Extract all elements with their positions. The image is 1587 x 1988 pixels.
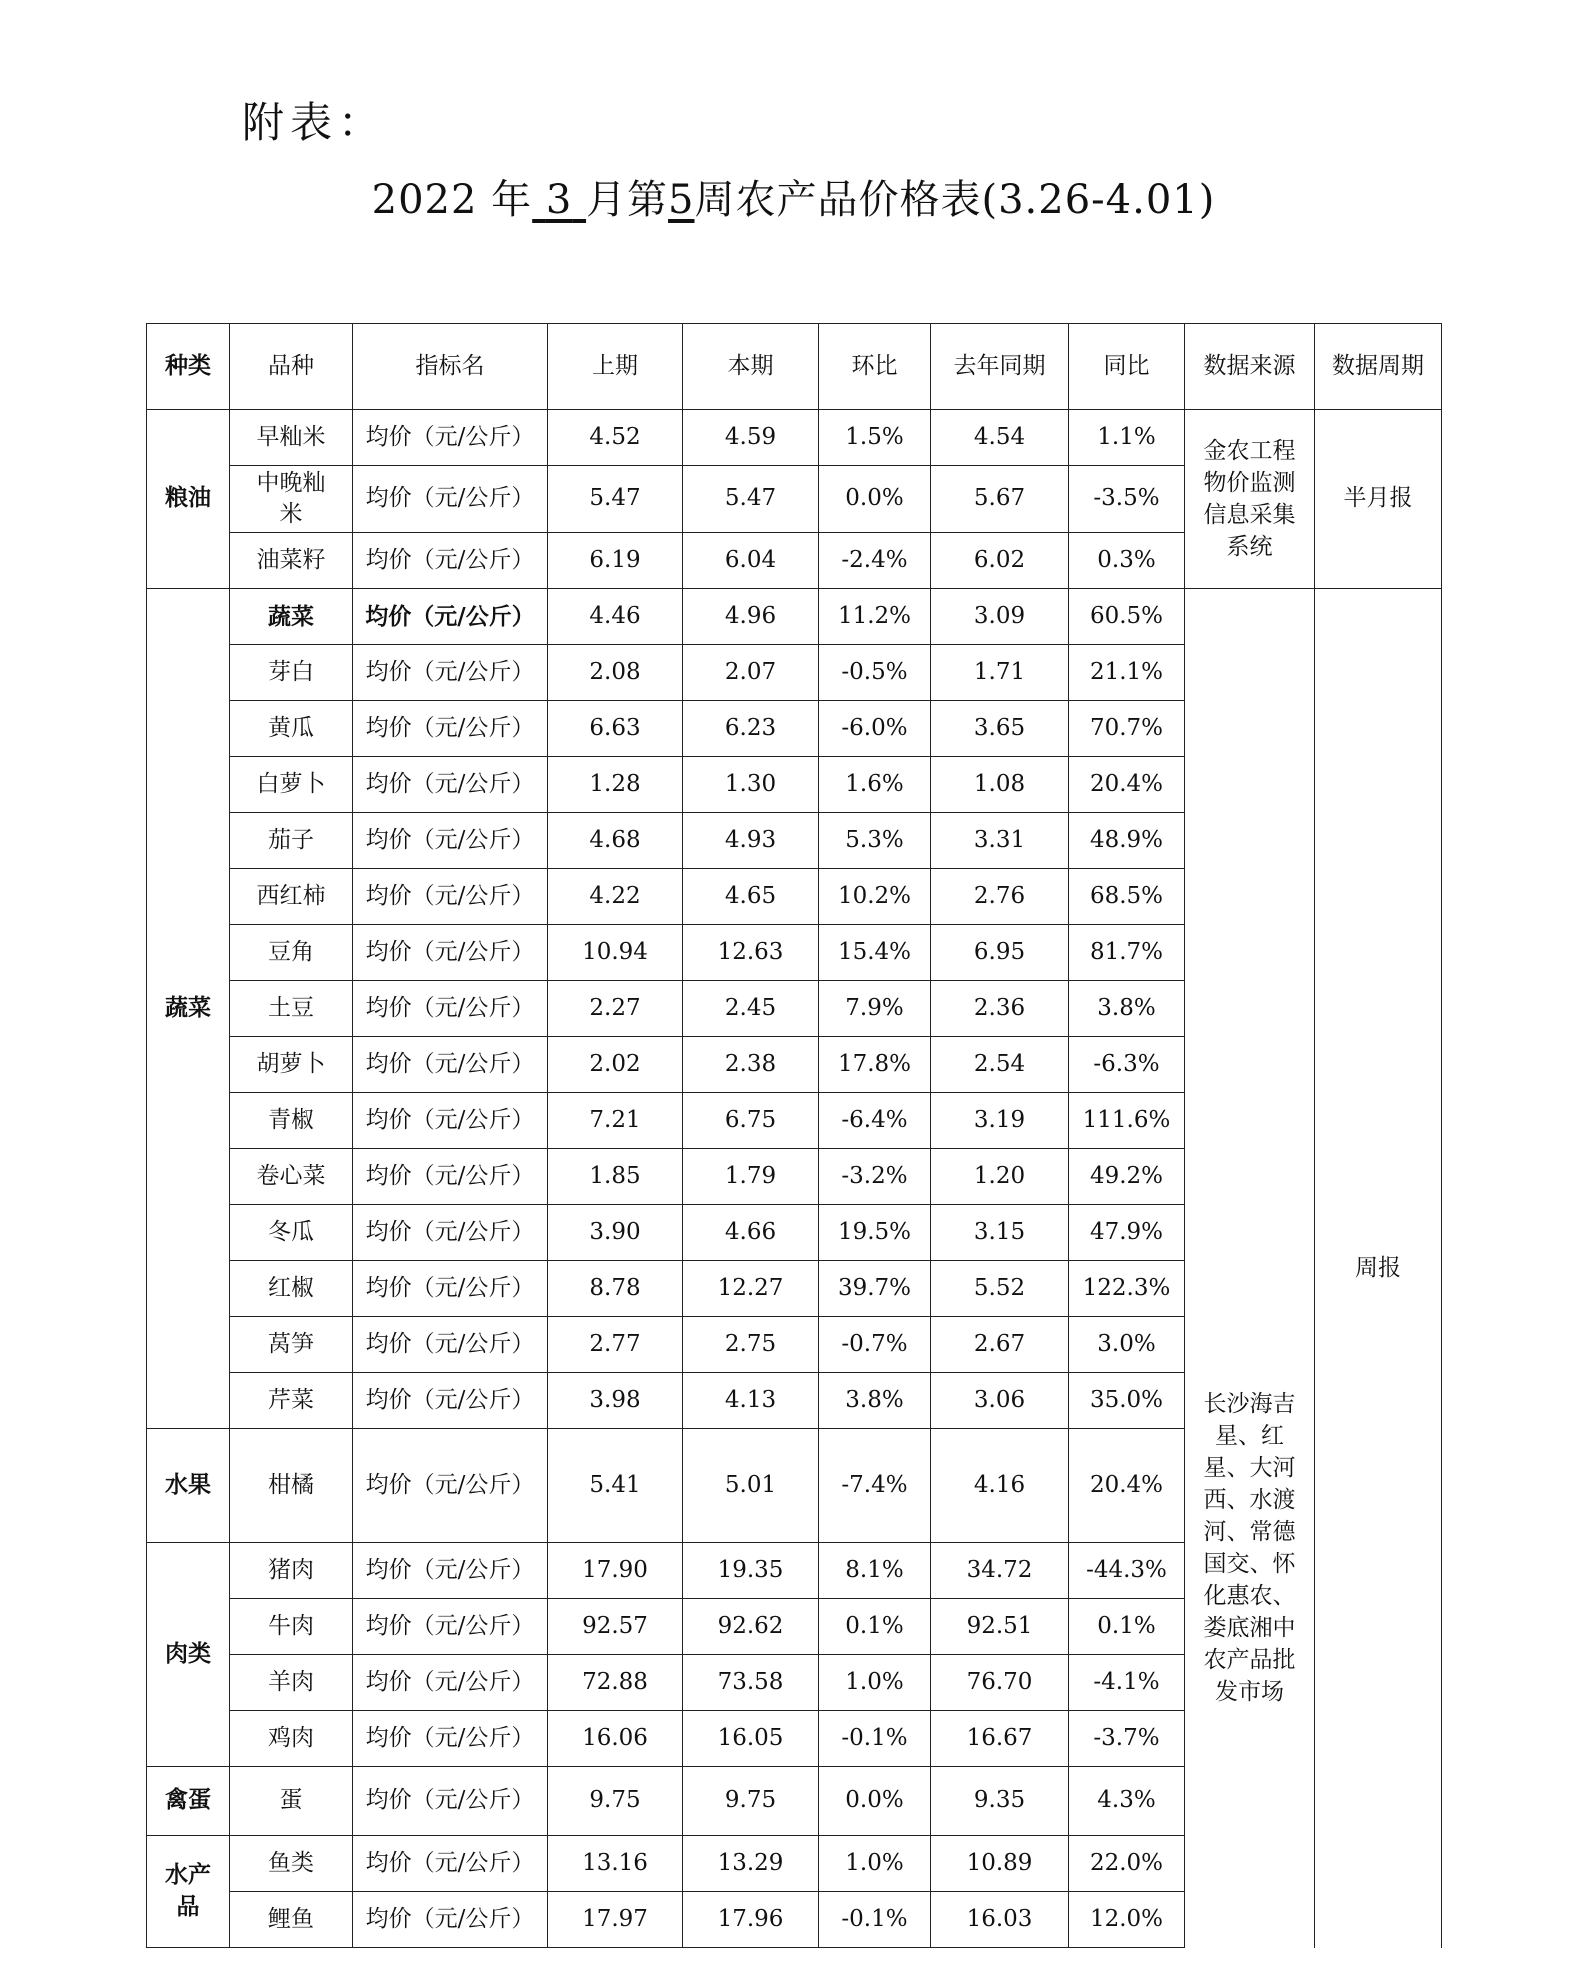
yoy-change-cell: -3.5%	[1069, 466, 1185, 533]
last-year-value-cell: 3.31	[931, 813, 1069, 869]
mom-change-cell: 0.1%	[819, 1599, 931, 1655]
last-year-value-cell: 1.08	[931, 757, 1069, 813]
variety-cell: 豆角	[230, 925, 353, 981]
variety-cell: 猪肉	[230, 1543, 353, 1599]
previous-value-cell: 7.21	[548, 1093, 683, 1149]
yoy-change-cell: -6.3%	[1069, 1037, 1185, 1093]
last-year-value-cell: 3.06	[931, 1373, 1069, 1429]
variety-cell: 土豆	[230, 981, 353, 1037]
category-cell: 蔬菜	[147, 589, 230, 1429]
indicator-cell: 均价（元/公斤）	[353, 410, 548, 466]
current-value-cell: 17.96	[683, 1892, 819, 1948]
last-year-value-cell: 16.67	[931, 1711, 1069, 1767]
variety-cell: 芹菜	[230, 1373, 353, 1429]
mom-change-cell: 17.8%	[819, 1037, 931, 1093]
col-header-variety: 品种	[230, 324, 353, 410]
table-row	[147, 410, 1442, 466]
data-period-cell: 半月报	[1315, 410, 1442, 589]
data-source-cell: 长沙海吉星、红星、大河西、水渡河、常德国交、怀化惠农、娄底湘中农产品批发市场	[1185, 589, 1315, 1948]
indicator-cell: 均价（元/公斤）	[353, 533, 548, 589]
yoy-change-cell: 49.2%	[1069, 1149, 1185, 1205]
previous-value-cell: 1.28	[548, 757, 683, 813]
current-value-cell: 6.23	[683, 701, 819, 757]
variety-cell: 白萝卜	[230, 757, 353, 813]
indicator-cell: 均价（元/公斤）	[353, 589, 548, 645]
title-rest: 周农产品价格表(3.26-4.01)	[694, 177, 1216, 223]
yoy-change-cell: 4.3%	[1069, 1767, 1185, 1836]
variety-cell: 蛋	[230, 1767, 353, 1836]
current-value-cell: 2.07	[683, 645, 819, 701]
indicator-cell: 均价（元/公斤）	[353, 757, 548, 813]
indicator-cell: 均价（元/公斤）	[353, 925, 548, 981]
indicator-cell: 均价（元/公斤）	[353, 1836, 548, 1892]
previous-value-cell: 17.90	[548, 1543, 683, 1599]
col-header-yoy: 同比	[1069, 324, 1185, 410]
col-header-indicator: 指标名	[353, 324, 548, 410]
yoy-change-cell: -4.1%	[1069, 1655, 1185, 1711]
last-year-value-cell: 3.15	[931, 1205, 1069, 1261]
last-year-value-cell: 76.70	[931, 1655, 1069, 1711]
previous-value-cell: 2.08	[548, 645, 683, 701]
mom-change-cell: 19.5%	[819, 1205, 931, 1261]
last-year-value-cell: 5.67	[931, 466, 1069, 533]
variety-cell: 莴笋	[230, 1317, 353, 1373]
last-year-value-cell: 1.20	[931, 1149, 1069, 1205]
page-title	[0, 168, 1587, 225]
previous-value-cell: 4.22	[548, 869, 683, 925]
category-cell: 肉类	[147, 1543, 230, 1767]
variety-cell: 油菜籽	[230, 533, 353, 589]
current-value-cell: 4.13	[683, 1373, 819, 1429]
previous-value-cell: 2.02	[548, 1037, 683, 1093]
yoy-change-cell: 21.1%	[1069, 645, 1185, 701]
variety-cell: 牛肉	[230, 1599, 353, 1655]
previous-value-cell: 13.16	[548, 1836, 683, 1892]
previous-value-cell: 92.57	[548, 1599, 683, 1655]
indicator-cell: 均价（元/公斤）	[353, 1373, 548, 1429]
current-value-cell: 2.75	[683, 1317, 819, 1373]
current-value-cell: 13.29	[683, 1836, 819, 1892]
variety-cell: 柑橘	[230, 1429, 353, 1543]
yoy-change-cell: 3.0%	[1069, 1317, 1185, 1373]
current-value-cell: 2.38	[683, 1037, 819, 1093]
previous-value-cell: 4.52	[548, 410, 683, 466]
price-table	[146, 323, 1442, 1948]
last-year-value-cell: 1.71	[931, 645, 1069, 701]
current-value-cell: 4.65	[683, 869, 819, 925]
table-row	[147, 589, 1442, 645]
yoy-change-cell: 47.9%	[1069, 1205, 1185, 1261]
last-year-value-cell: 9.35	[931, 1767, 1069, 1836]
current-value-cell: 73.58	[683, 1655, 819, 1711]
variety-cell: 胡萝卜	[230, 1037, 353, 1093]
previous-value-cell: 16.06	[548, 1711, 683, 1767]
variety-cell: 鱼类	[230, 1836, 353, 1892]
current-value-cell: 2.45	[683, 981, 819, 1037]
previous-value-cell: 5.41	[548, 1429, 683, 1543]
current-value-cell: 4.59	[683, 410, 819, 466]
current-value-cell: 12.63	[683, 925, 819, 981]
indicator-cell: 均价（元/公斤）	[353, 1037, 548, 1093]
previous-value-cell: 3.90	[548, 1205, 683, 1261]
col-header-period: 数据周期	[1315, 324, 1442, 410]
yoy-change-cell: 60.5%	[1069, 589, 1185, 645]
yoy-change-cell: 1.1%	[1069, 410, 1185, 466]
variety-cell: 冬瓜	[230, 1205, 353, 1261]
mom-change-cell: -2.4%	[819, 533, 931, 589]
yoy-change-cell: 12.0%	[1069, 1892, 1185, 1948]
previous-value-cell: 3.98	[548, 1373, 683, 1429]
yoy-change-cell: 68.5%	[1069, 869, 1185, 925]
variety-cell: 羊肉	[230, 1655, 353, 1711]
current-value-cell: 6.75	[683, 1093, 819, 1149]
category-cell: 水产品	[147, 1836, 230, 1948]
yoy-change-cell: 20.4%	[1069, 1429, 1185, 1543]
mom-change-cell: -0.1%	[819, 1892, 931, 1948]
yoy-change-cell: 35.0%	[1069, 1373, 1185, 1429]
previous-value-cell: 8.78	[548, 1261, 683, 1317]
category-cell: 水果	[147, 1429, 230, 1543]
previous-value-cell: 6.19	[548, 533, 683, 589]
yoy-change-cell: 22.0%	[1069, 1836, 1185, 1892]
indicator-cell: 均价（元/公斤）	[353, 701, 548, 757]
current-value-cell: 5.01	[683, 1429, 819, 1543]
indicator-cell: 均价（元/公斤）	[353, 466, 548, 533]
indicator-cell: 均价（元/公斤）	[353, 1149, 548, 1205]
current-value-cell: 16.05	[683, 1711, 819, 1767]
last-year-value-cell: 2.54	[931, 1037, 1069, 1093]
current-value-cell: 5.47	[683, 466, 819, 533]
variety-cell: 鲤鱼	[230, 1892, 353, 1948]
last-year-value-cell: 6.95	[931, 925, 1069, 981]
indicator-cell: 均价（元/公斤）	[353, 1599, 548, 1655]
yoy-change-cell: -44.3%	[1069, 1543, 1185, 1599]
col-header-last-year: 去年同期	[931, 324, 1069, 410]
last-year-value-cell: 6.02	[931, 533, 1069, 589]
mom-change-cell: -3.2%	[819, 1149, 931, 1205]
mom-change-cell: 11.2%	[819, 589, 931, 645]
indicator-cell: 均价（元/公斤）	[353, 869, 548, 925]
previous-value-cell: 1.85	[548, 1149, 683, 1205]
last-year-value-cell: 4.54	[931, 410, 1069, 466]
current-value-cell: 6.04	[683, 533, 819, 589]
yoy-change-cell: 0.1%	[1069, 1599, 1185, 1655]
yoy-change-cell: 0.3%	[1069, 533, 1185, 589]
variety-cell: 茄子	[230, 813, 353, 869]
mom-change-cell: 1.6%	[819, 757, 931, 813]
previous-value-cell: 5.47	[548, 466, 683, 533]
last-year-value-cell: 3.09	[931, 589, 1069, 645]
mom-change-cell: 1.0%	[819, 1655, 931, 1711]
last-year-value-cell: 2.76	[931, 869, 1069, 925]
variety-cell: 早籼米	[230, 410, 353, 466]
last-year-value-cell: 3.65	[931, 701, 1069, 757]
category-cell: 粮油	[147, 410, 230, 589]
variety-cell: 青椒	[230, 1093, 353, 1149]
last-year-value-cell: 4.16	[931, 1429, 1069, 1543]
mom-change-cell: -0.7%	[819, 1317, 931, 1373]
indicator-cell: 均价（元/公斤）	[353, 981, 548, 1037]
variety-cell: 黄瓜	[230, 701, 353, 757]
indicator-cell: 均价（元/公斤）	[353, 1429, 548, 1543]
current-value-cell: 1.79	[683, 1149, 819, 1205]
current-value-cell: 4.96	[683, 589, 819, 645]
mom-change-cell: -0.1%	[819, 1711, 931, 1767]
mom-change-cell: 5.3%	[819, 813, 931, 869]
table-header-row	[147, 324, 1442, 410]
indicator-cell: 均价（元/公斤）	[353, 1711, 548, 1767]
last-year-value-cell: 2.36	[931, 981, 1069, 1037]
yoy-change-cell: 3.8%	[1069, 981, 1185, 1037]
mom-change-cell: -7.4%	[819, 1429, 931, 1543]
indicator-cell: 均价（元/公斤）	[353, 1205, 548, 1261]
current-value-cell: 12.27	[683, 1261, 819, 1317]
current-value-cell: 1.30	[683, 757, 819, 813]
current-value-cell: 4.93	[683, 813, 819, 869]
title-month: 3	[545, 177, 573, 223]
last-year-value-cell: 2.67	[931, 1317, 1069, 1373]
mom-change-cell: 3.8%	[819, 1373, 931, 1429]
col-header-category: 种类	[147, 324, 230, 410]
mom-change-cell: 39.7%	[819, 1261, 931, 1317]
current-value-cell: 19.35	[683, 1543, 819, 1599]
mom-change-cell: 0.0%	[819, 1767, 931, 1836]
previous-value-cell: 2.27	[548, 981, 683, 1037]
yoy-change-cell: 122.3%	[1069, 1261, 1185, 1317]
previous-value-cell: 4.46	[548, 589, 683, 645]
yoy-change-cell: -3.7%	[1069, 1711, 1185, 1767]
indicator-cell: 均价（元/公斤）	[353, 1093, 548, 1149]
indicator-cell: 均价（元/公斤）	[353, 1317, 548, 1373]
last-year-value-cell: 3.19	[931, 1093, 1069, 1149]
mom-change-cell: 8.1%	[819, 1543, 931, 1599]
indicator-cell: 均价（元/公斤）	[353, 1261, 548, 1317]
previous-value-cell: 10.94	[548, 925, 683, 981]
yoy-change-cell: 20.4%	[1069, 757, 1185, 813]
mom-change-cell: 10.2%	[819, 869, 931, 925]
mom-change-cell: -0.5%	[819, 645, 931, 701]
col-header-source: 数据来源	[1185, 324, 1315, 410]
yoy-change-cell: 111.6%	[1069, 1093, 1185, 1149]
variety-cell: 芽白	[230, 645, 353, 701]
title-month-suffix: 月第	[586, 177, 669, 223]
col-header-previous: 上期	[548, 324, 683, 410]
last-year-value-cell: 92.51	[931, 1599, 1069, 1655]
previous-value-cell: 17.97	[548, 1892, 683, 1948]
mom-change-cell: 1.5%	[819, 410, 931, 466]
annex-label: 附表：	[242, 98, 387, 147]
variety-cell: 西红柿	[230, 869, 353, 925]
col-header-current: 本期	[683, 324, 819, 410]
data-source-cell: 金农工程物价监测信息采集系统	[1185, 410, 1315, 589]
previous-value-cell: 72.88	[548, 1655, 683, 1711]
last-year-value-cell: 10.89	[931, 1836, 1069, 1892]
previous-value-cell: 9.75	[548, 1767, 683, 1836]
indicator-cell: 均价（元/公斤）	[353, 1892, 548, 1948]
mom-change-cell: 15.4%	[819, 925, 931, 981]
variety-cell: 中晚籼米	[230, 466, 353, 533]
previous-value-cell: 4.68	[548, 813, 683, 869]
mom-change-cell: 1.0%	[819, 1836, 931, 1892]
indicator-cell: 均价（元/公斤）	[353, 1767, 548, 1836]
variety-cell: 蔬菜	[230, 589, 353, 645]
mom-change-cell: -6.0%	[819, 701, 931, 757]
mom-change-cell: 7.9%	[819, 981, 931, 1037]
table-body	[147, 410, 1442, 1948]
previous-value-cell: 6.63	[548, 701, 683, 757]
current-value-cell: 4.66	[683, 1205, 819, 1261]
variety-cell: 卷心菜	[230, 1149, 353, 1205]
category-cell: 禽蛋	[147, 1767, 230, 1836]
previous-value-cell: 2.77	[548, 1317, 683, 1373]
current-value-cell: 92.62	[683, 1599, 819, 1655]
indicator-cell: 均价（元/公斤）	[353, 645, 548, 701]
mom-change-cell: 0.0%	[819, 466, 931, 533]
col-header-mom: 环比	[819, 324, 931, 410]
last-year-value-cell: 16.03	[931, 1892, 1069, 1948]
variety-cell: 鸡肉	[230, 1711, 353, 1767]
title-year: 2022 年	[371, 177, 533, 223]
yoy-change-cell: 48.9%	[1069, 813, 1185, 869]
last-year-value-cell: 5.52	[931, 1261, 1069, 1317]
current-value-cell: 9.75	[683, 1767, 819, 1836]
indicator-cell: 均价（元/公斤）	[353, 1655, 548, 1711]
title-week: 5	[668, 177, 695, 223]
yoy-change-cell: 70.7%	[1069, 701, 1185, 757]
last-year-value-cell: 34.72	[931, 1543, 1069, 1599]
yoy-change-cell: 81.7%	[1069, 925, 1185, 981]
indicator-cell: 均价（元/公斤）	[353, 813, 548, 869]
data-period-cell: 周报	[1315, 589, 1442, 1948]
mom-change-cell: -6.4%	[819, 1093, 931, 1149]
variety-cell: 红椒	[230, 1261, 353, 1317]
indicator-cell: 均价（元/公斤）	[353, 1543, 548, 1599]
